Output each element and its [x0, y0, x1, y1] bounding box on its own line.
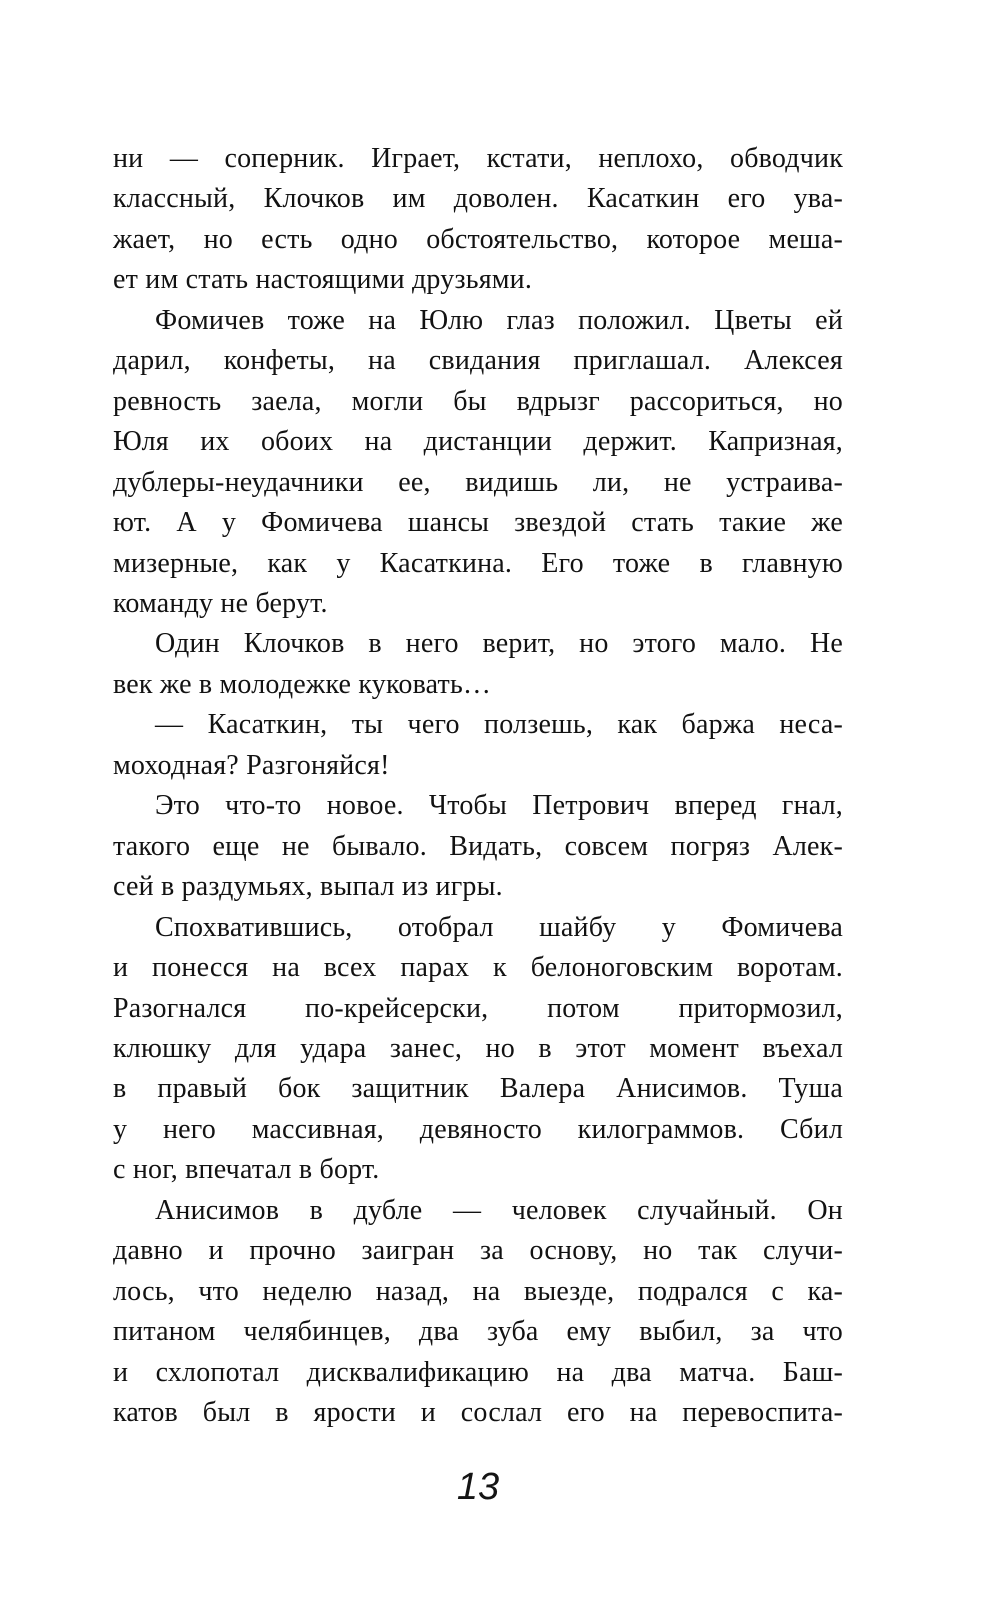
text-line: ет им стать настоящими друзьями.	[113, 264, 533, 296]
text-line: сей в раздумьях, выпал из игры.	[113, 871, 503, 903]
text-line: Это что-то новое. Чтобы Петрович вперед гнал,	[155, 790, 843, 822]
text-line: клюшку для удара занес, но в этот момент въехал	[113, 1032, 843, 1064]
text-line: дублеры-неудачники ее, видишь ли, не устраива-	[113, 466, 843, 498]
text-line: ревность заела, могли бы вдрызг рассориться, но	[113, 385, 843, 417]
text-line: классный, Клочков им доволен. Касаткин его ува-	[113, 183, 843, 215]
text-line: катов был в ярости и сослал его на перевоспита-	[113, 1397, 843, 1429]
text-line: с ног, впечатал в борт.	[113, 1154, 380, 1186]
paragraph	[113, 786, 843, 907]
text-line: дарил, конфеты, на свидания приглашал. Алексея	[113, 345, 843, 377]
text-line: у него массивная, девяносто килограммов. Сбил	[113, 1113, 843, 1145]
text-line: в правый бок защитник Валера Анисимов. Туша	[113, 1073, 843, 1105]
text-line: лось, что неделю назад, на выезде, подрался с ка-	[113, 1275, 843, 1307]
page-number: 13	[456, 1466, 500, 1508]
paragraph	[113, 705, 843, 786]
text-line: ни — соперник. Играет, кстати, неплохо, обводчик	[113, 143, 843, 174]
text-line: Анисимов в дубле — человек случайный. Он	[155, 1194, 843, 1226]
paragraph	[113, 908, 843, 1191]
text-line: Юля их обоих на дистанции держит. Капризная,	[113, 426, 843, 458]
paragraph	[113, 301, 843, 625]
text-line: Разогнался по-крейсерски, потом притормозил,	[113, 992, 843, 1024]
text-line: — Касаткин, ты чего ползешь, как баржа неса-	[155, 709, 843, 741]
text-line: жает, но есть одно обстоятельство, которое меша-	[113, 223, 843, 255]
text-line: мизерные, как у Касаткина. Его тоже в главную	[113, 547, 843, 579]
paragraph	[113, 139, 843, 301]
text-line: и схлопотал дисквалификацию на два матча. Баш-	[113, 1356, 843, 1388]
text-line: моходная? Разгоняйся!	[113, 749, 390, 781]
text-line: Фомичев тоже на Юлю глаз положил. Цветы ей	[155, 304, 843, 336]
text-line: команду не берут.	[113, 587, 328, 619]
text-line: и понесся на всех парах к белоноговским воротам.	[113, 952, 843, 984]
text-line: давно и прочно заигран за основу, но так случи-	[113, 1235, 843, 1267]
text-block	[113, 139, 843, 1434]
paragraph	[113, 1191, 843, 1434]
text-line: такого еще не бывало. Видать, совсем погряз Алек-	[113, 830, 843, 862]
text-line: век же в молодежке куковать…	[113, 668, 492, 700]
text-line: ют. А у Фомичева шансы звездой стать такие же	[113, 507, 843, 539]
text-line: Один Клочков в него верит, но этого мало. Не	[155, 628, 843, 660]
text-line: питаном челябинцев, два зуба ему выбил, за что	[113, 1316, 843, 1348]
paragraph	[113, 624, 843, 705]
text-line: Спохватившись, отобрал шайбу у Фомичева	[155, 911, 843, 943]
